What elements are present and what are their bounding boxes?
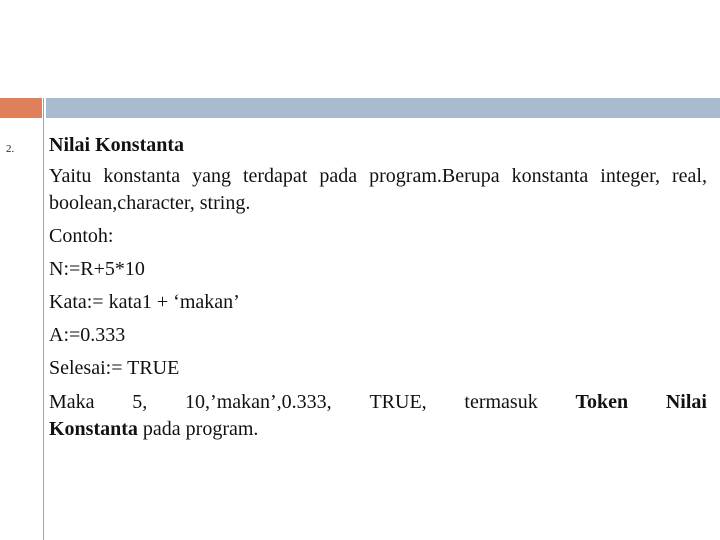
conclusion-word: 5, xyxy=(132,391,148,413)
code-line: N:=R+5*10 xyxy=(49,258,145,280)
conclusion-bold-term: Konstanta xyxy=(49,418,138,440)
conclusion-paragraph xyxy=(49,389,707,443)
conclusion-rest: pada program. xyxy=(137,418,259,440)
conclusion-line-1 xyxy=(49,389,707,416)
example-label: Contoh: xyxy=(49,225,114,247)
conclusion-line-2 xyxy=(49,416,707,443)
code-line: Kata:= kata1 + ‘makan’ xyxy=(49,291,240,313)
conclusion-word: termasuk xyxy=(464,391,538,413)
conclusion-bold-word: Nilai xyxy=(665,391,707,413)
slide-heading: Nilai Konstanta xyxy=(49,134,185,156)
header-bar xyxy=(46,98,720,118)
description-paragraph: Yaitu konstanta yang terdapat pada program.Berupa konstanta integer, real, boolean,character, string. xyxy=(49,165,707,214)
slide-number: 2. xyxy=(6,143,15,155)
slide-content xyxy=(49,132,707,443)
divider-line xyxy=(43,98,44,540)
code-line: A:=0.333 xyxy=(49,324,126,346)
conclusion-word: 10,’makan’,0.333, xyxy=(185,391,332,413)
conclusion-bold-word: Token xyxy=(575,391,629,413)
code-line: Selesai:= TRUE xyxy=(49,357,180,379)
conclusion-word: Maka xyxy=(49,391,95,413)
accent-bar xyxy=(0,98,42,118)
conclusion-word: TRUE, xyxy=(369,391,427,413)
